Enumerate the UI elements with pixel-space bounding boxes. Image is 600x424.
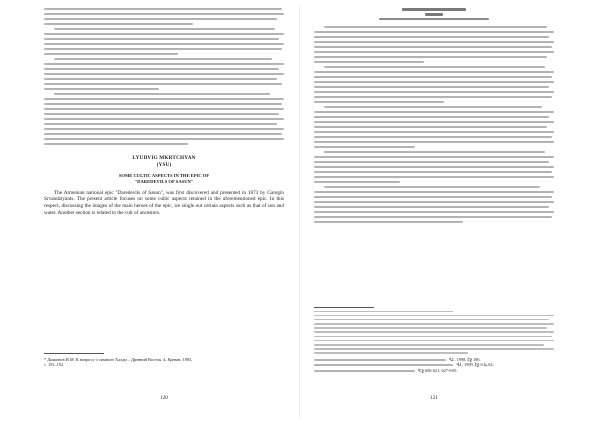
footnote-text: Ս., 1999, էջ 6 և 62: <box>457 362 494 368</box>
armenian-footnote-line <box>314 344 544 346</box>
footnote-text: Ս., 1998, էջ 186. <box>450 356 481 362</box>
armenian-text-line <box>314 211 554 213</box>
armenian-footnote-line <box>314 352 468 354</box>
armenian-text-line <box>44 48 282 50</box>
armenian-text-line <box>314 31 554 33</box>
armenian-text-line <box>314 171 552 173</box>
armenian-text-line <box>314 216 552 218</box>
armenian-text-line <box>324 26 547 28</box>
armenian-text-line <box>314 141 554 143</box>
armenian-text-line <box>314 166 554 168</box>
armenian-text-line <box>44 38 279 40</box>
armenian-heading-block <box>314 8 554 20</box>
armenian-text-line <box>44 73 284 75</box>
armenian-body-text-block-1 <box>44 8 284 145</box>
armenian-text-line <box>44 68 279 70</box>
english-abstract <box>44 190 284 216</box>
armenian-text-line <box>324 106 542 108</box>
armenian-text-line <box>44 63 284 65</box>
page-number-left: 120 <box>160 395 168 401</box>
armenian-text-line <box>314 56 547 58</box>
footnote-marker: ⁴ <box>456 362 458 368</box>
armenian-text-line <box>314 46 552 48</box>
armenian-heading-line <box>402 8 466 11</box>
left-page <box>44 8 284 416</box>
armenian-text-line <box>314 161 549 163</box>
armenian-text-line <box>314 206 549 208</box>
footnote-item <box>44 357 284 368</box>
right-page <box>314 8 554 416</box>
armenian-text-line <box>314 191 554 193</box>
armenian-text-line <box>314 76 552 78</box>
armenian-text-line <box>314 121 554 123</box>
armenian-footnote-line <box>314 323 554 325</box>
armenian-text-line <box>44 43 284 45</box>
armenian-text-line <box>44 103 282 105</box>
armenian-text-line <box>314 101 444 103</box>
footnote-marker: * <box>44 356 47 362</box>
armenian-heading-line <box>425 13 443 16</box>
article-title-line-2: "DAREDEVILS OF SASUN" <box>134 179 194 185</box>
armenian-text-line <box>44 13 284 15</box>
armenian-text-line <box>314 146 415 148</box>
armenian-text-line <box>44 18 277 20</box>
armenian-text-line <box>314 96 552 98</box>
right-footnotes <box>314 304 554 373</box>
armenian-text-line <box>314 71 554 73</box>
footnote-rule <box>44 353 104 354</box>
armenian-footnote-lines <box>314 311 554 354</box>
armenian-footnote-line <box>314 319 549 321</box>
footnote-marker: ³ <box>449 356 451 362</box>
armenian-text-line <box>314 201 554 203</box>
armenian-text-line <box>314 86 549 88</box>
armenian-text-line <box>314 91 554 93</box>
armenian-footnote-line <box>314 315 554 317</box>
armenian-text-line <box>54 58 272 60</box>
footnote-text: էջ 606-621, 627-639: <box>419 367 457 373</box>
article-title-line-1: SOME CULTIC ASPECTS IN THE EPIC OF <box>118 173 210 178</box>
armenian-text-line <box>44 33 284 35</box>
armenian-text-line <box>44 108 284 110</box>
armenian-text-line <box>44 123 277 125</box>
left-footnotes <box>44 350 284 368</box>
article-author-affiliation: (YSU) <box>156 162 172 168</box>
armenian-footnote-line <box>314 336 552 338</box>
armenian-text-line <box>44 143 188 145</box>
armenian-text-line <box>54 28 275 30</box>
armenian-footnote-line <box>314 327 547 329</box>
armenian-text-line <box>44 8 282 10</box>
armenian-text-line <box>314 196 552 198</box>
armenian-footnote-line <box>314 348 554 350</box>
armenian-text-line <box>324 151 545 153</box>
armenian-text-line <box>314 41 554 43</box>
armenian-body-text-block-2 <box>314 26 554 223</box>
book-gutter <box>299 6 300 418</box>
armenian-text-line <box>44 128 284 130</box>
page-number-right: 121 <box>430 395 438 401</box>
abstract-paragraph: The Armenian national epic "Daredevils of Sasun", was first discovered and presented in 1873 by Garegin Srvandztyants. The present article focuses on some cultic aspects retained in the aforementioned epic. In this respect, discussing the images of the main heroes of the epic, we single out certain aspects such as that of sun and water. Another section is related to the cult of ancestors. <box>44 189 284 216</box>
footnote-text-line-1: Дьяконов И.М. К вопросу о символе Халди – Древний Восток, 4, Ереван, 1983, <box>47 356 193 362</box>
armenian-text-line <box>324 186 540 188</box>
armenian-text-line <box>44 138 284 140</box>
armenian-text-line <box>44 113 279 115</box>
armenian-text-line <box>44 118 284 120</box>
armenian-text-line <box>314 116 549 118</box>
armenian-footnote-line <box>314 340 554 342</box>
armenian-text-line <box>314 136 552 138</box>
armenian-footnote-line <box>314 331 554 333</box>
armenian-heading-line <box>379 18 489 20</box>
armenian-text-line <box>314 176 554 178</box>
armenian-text-line <box>44 83 282 85</box>
armenian-text-line <box>44 133 282 135</box>
armenian-text-line <box>44 98 284 100</box>
armenian-text-line <box>314 126 547 128</box>
article-heading <box>44 155 284 186</box>
armenian-text-line <box>314 156 554 158</box>
armenian-text-line <box>314 221 463 223</box>
armenian-text-line <box>314 131 554 133</box>
armenian-text-line <box>314 111 554 113</box>
armenian-text-line <box>314 181 400 183</box>
armenian-text-line <box>314 51 554 53</box>
footnote-rule <box>314 307 374 308</box>
armenian-text-line <box>314 61 424 63</box>
armenian-text-line <box>44 88 159 90</box>
article-author: LYUDVIG MKRTCHYAN <box>132 155 196 161</box>
armenian-footnote-line <box>314 370 415 372</box>
armenian-text-line <box>314 36 549 38</box>
armenian-text-line <box>54 93 270 95</box>
footnote-item <box>314 368 554 374</box>
armenian-text-line <box>324 66 545 68</box>
armenian-text-line <box>44 23 193 25</box>
footnote-text-line-2: с. 191–192. <box>44 362 65 368</box>
footnote-marker: ⁵ <box>417 367 420 373</box>
armenian-text-line <box>44 53 178 55</box>
armenian-text-line <box>44 78 277 80</box>
armenian-footnote-line <box>314 311 453 313</box>
armenian-footnote-line <box>314 359 446 361</box>
armenian-text-line <box>314 81 554 83</box>
armenian-footnote-line <box>314 364 453 366</box>
